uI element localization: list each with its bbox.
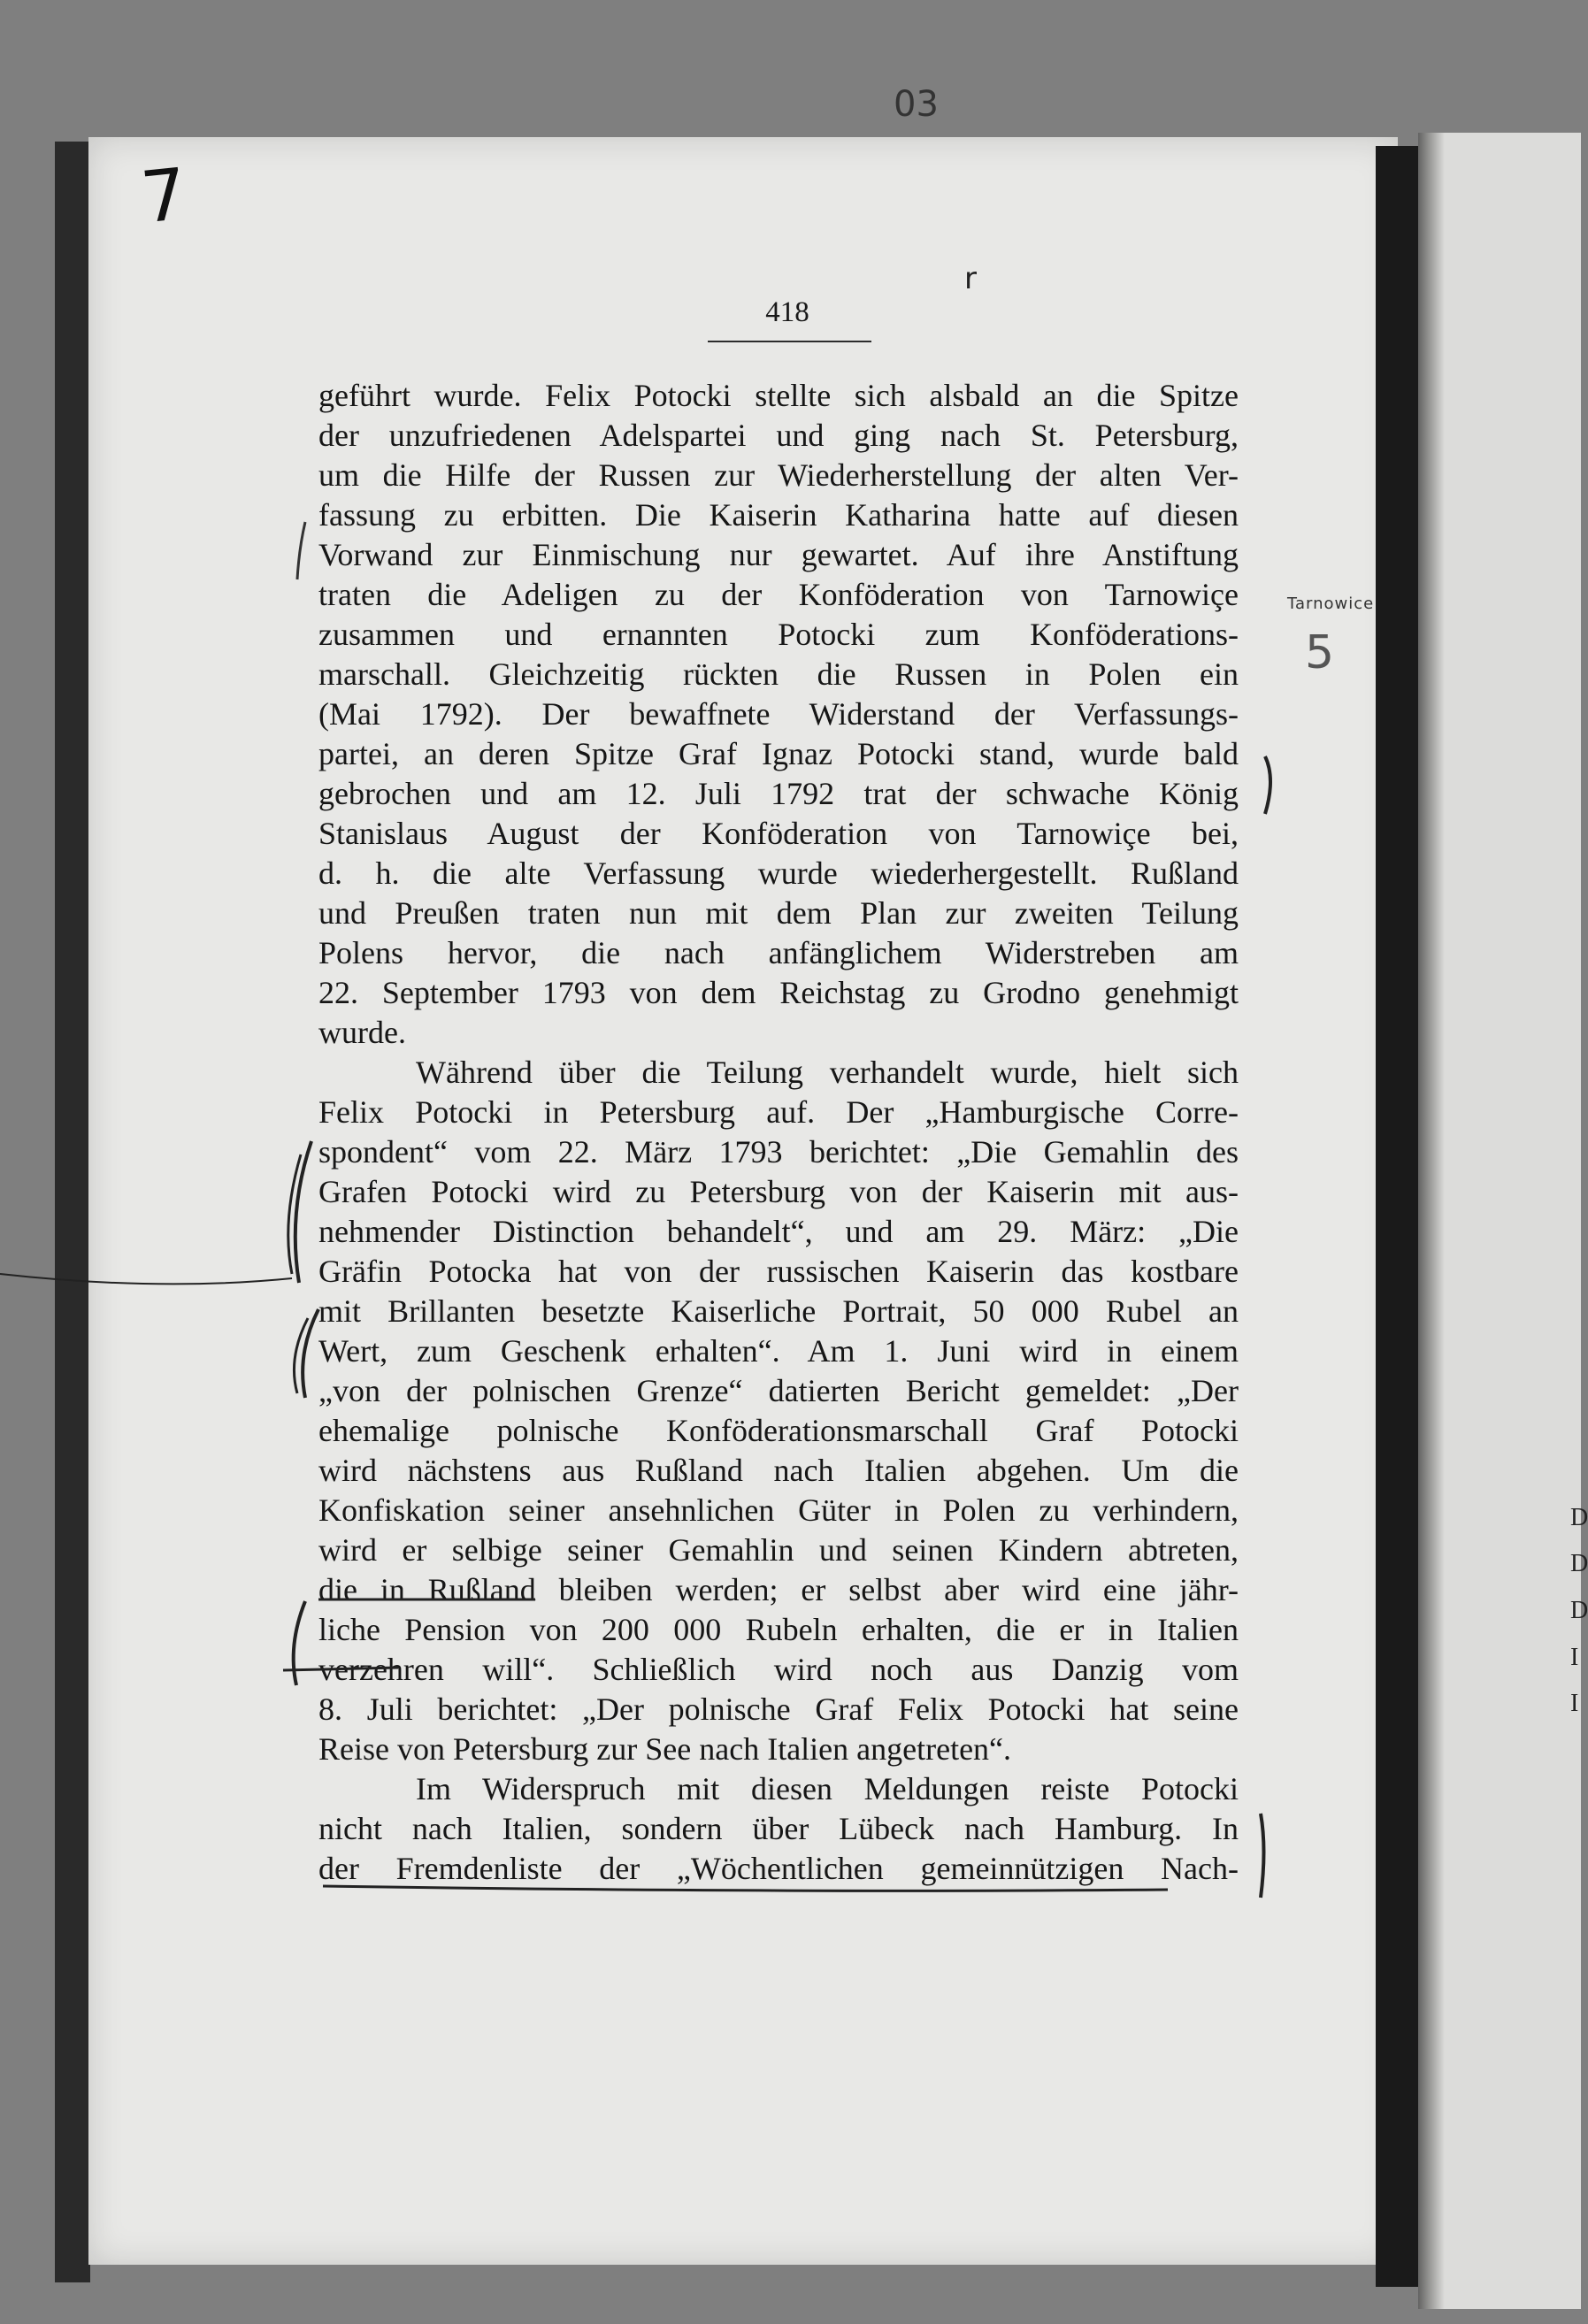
next-page-shadow — [1418, 133, 1445, 2309]
text-line: nicht nach Italien, sondern über Lübeck nach Hamburg. In — [318, 1811, 1239, 1846]
text-line: Wert, zum Geschenk erhalten“. Am 1. Juni wird in einem — [318, 1333, 1239, 1369]
text-line: mit Brillanten besetzte Kaiserliche Portrait, 50 000 Rubel an — [318, 1293, 1239, 1329]
text-line: um die Hilfe der Russen zur Wiederherstellung der alten Ver- — [318, 457, 1239, 493]
text-line: verzehren will“. Schließlich wird noch aus Danzig vom — [318, 1652, 1239, 1687]
page-number: 418 — [765, 296, 809, 328]
text-line: d. h. die alte Verfassung wurde wiederhergestellt. Rußland — [318, 855, 1239, 891]
text-line: 8. Juli berichtet: „Der polnische Graf Felix Potocki hat seine — [318, 1691, 1239, 1727]
text-line: der Fremdenliste der „Wöchentlichen gemeinnützigen Nach- — [318, 1851, 1239, 1886]
text-line: zusammen und ernannten Potocki zum Konföderations- — [318, 617, 1239, 652]
text-line: Während über die Teilung verhandelt wurde, hielt sich — [416, 1055, 1239, 1090]
text-line: Konfiskation seiner ansehnlichen Güter in Polen zu verhindern, — [318, 1492, 1239, 1528]
text-line: 22. September 1793 von dem Reichstag zu Grodno genehmigt — [318, 975, 1239, 1010]
text-line: Gräfin Potocka hat von der russischen Kaiserin das kostbare — [318, 1254, 1239, 1289]
text-line: spondent“ vom 22. März 1793 berichtet: „Die Gemahlin des — [318, 1134, 1239, 1170]
text-line: der unzufriedenen Adelspartei und ging nach St. Petersburg, — [318, 418, 1239, 453]
handwritten-margin-digit: 5 — [1305, 626, 1335, 679]
next-page-letter: I — [1570, 1644, 1579, 1671]
text-line: wird er selbige seiner Gemahlin und seinen Kindern abtreten, — [318, 1532, 1239, 1568]
body-text — [318, 376, 1239, 1951]
text-line: „von der polnischen Grenze“ datierten Bericht gemeldet: „Der — [318, 1373, 1239, 1408]
next-page-letter: D — [1570, 1597, 1588, 1624]
text-line: Polens hervor, die nach anfänglichem Widerstreben am — [318, 935, 1239, 970]
page-left-edge — [55, 142, 90, 2282]
text-line: traten die Adeligen zu der Konföderation von Tarnowiçe — [318, 577, 1239, 612]
page-number-rule — [708, 341, 871, 342]
text-line: wurde. — [318, 1015, 406, 1050]
text-line: Felix Potocki in Petersburg auf. Der „Hamburgische Corre- — [318, 1094, 1239, 1130]
next-page-letter: D — [1570, 1550, 1588, 1577]
text-line: geführt wurde. Felix Potocki stellte sich alsbald an die Spitze — [318, 378, 1239, 413]
text-line: ehemalige polnische Konföderationsmarschall Graf Potocki — [318, 1413, 1239, 1448]
handwritten-margin-note: Tarnowice — [1287, 594, 1375, 613]
next-page-letter: I — [1570, 1690, 1579, 1717]
next-page-letter: D — [1570, 1504, 1588, 1531]
text-line: Grafen Potocki wird zu Petersburg von der Kaiserin mit aus- — [318, 1174, 1239, 1209]
text-line: Im Widerspruch mit diesen Meldungen reiste Potocki — [416, 1771, 1239, 1806]
text-line: liche Pension von 200 000 Rubeln erhalten, die er in Italien — [318, 1612, 1239, 1647]
text-line: nehmender Distinction behandelt“, und am 29. März: „Die — [318, 1214, 1239, 1249]
text-line: (Mai 1792). Der bewaffnete Widerstand der Verfassungs- — [318, 696, 1239, 732]
text-line: wird nächstens aus Rußland nach Italien abgehen. Um die — [318, 1453, 1239, 1488]
text-line: partei, an deren Spitze Graf Ignaz Potocki stand, wurde bald — [318, 736, 1239, 771]
text-line: marschall. Gleichzeitig rückten die Russen in Polen ein — [318, 656, 1239, 692]
text-line: fassung zu erbitten. Die Kaiserin Katharina hatte auf diesen — [318, 497, 1239, 533]
text-line: Stanislaus August der Konföderation von Tarnowiçe bei, — [318, 816, 1239, 851]
text-line: und Preußen traten nun mit dem Plan zur zweiten Teilung — [318, 895, 1239, 931]
text-line: die in Rußland bleiben werden; er selbst aber wird eine jähr- — [318, 1572, 1239, 1607]
handwritten-top-mark: 03 — [894, 84, 939, 125]
book-spine — [1376, 146, 1418, 2287]
handwritten-tick-mark: r — [964, 261, 977, 296]
text-line: Vorwand zur Einmischung nur gewartet. Auf ihre Anstiftung — [318, 537, 1239, 572]
handwritten-folio-number: 7 — [137, 152, 191, 240]
text-line: gebrochen und am 12. Juli 1792 trat der schwache König — [318, 776, 1239, 811]
text-line: Reise von Petersburg zur See nach Italien angetreten“. — [318, 1731, 1012, 1767]
